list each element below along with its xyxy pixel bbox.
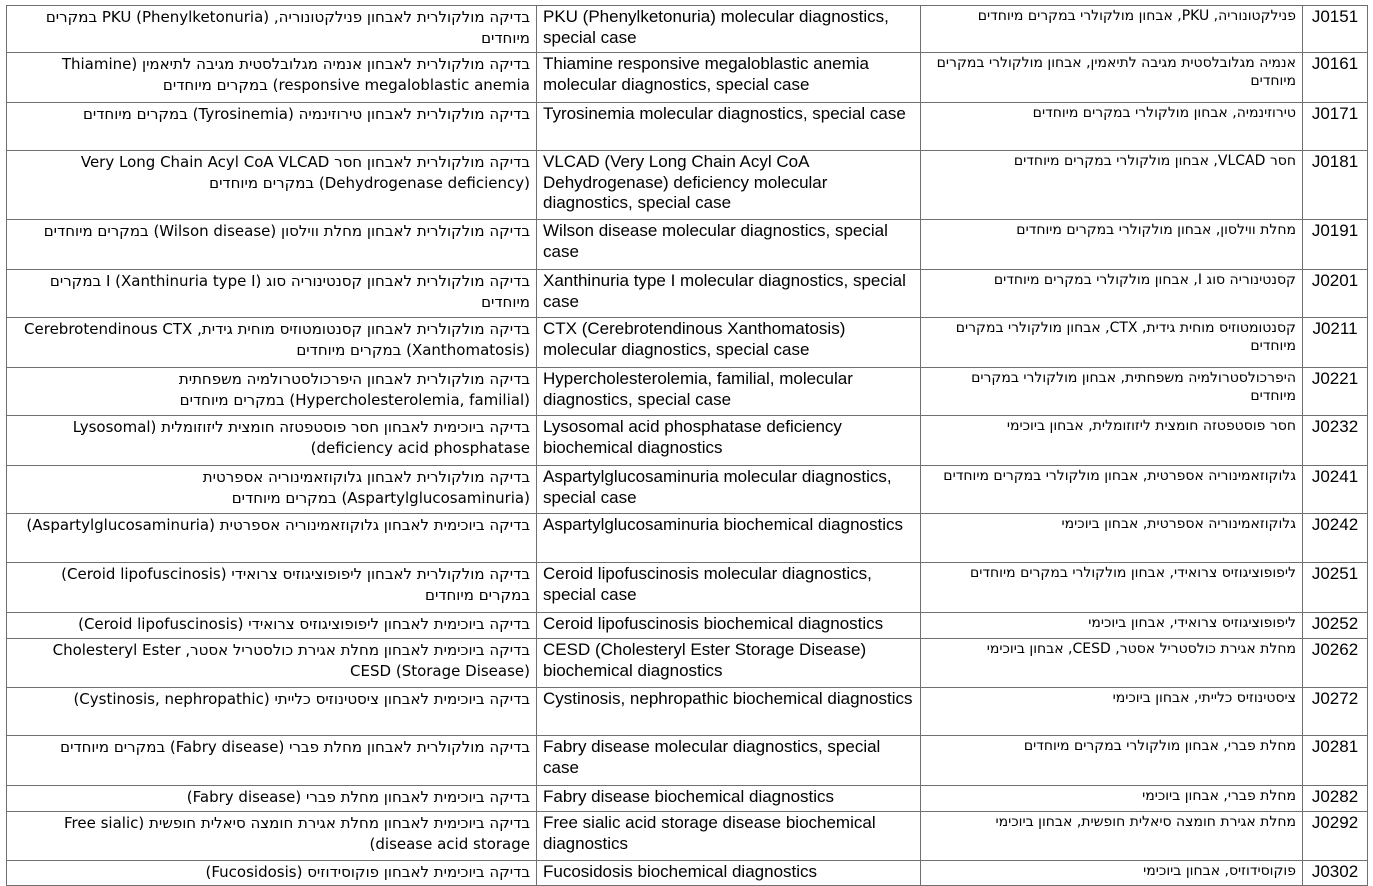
code-text: J0201	[1311, 271, 1359, 290]
english-description-cell	[537, 6, 921, 53]
hebrew-description-text: בדיקה מולקולרית לאבחון מחלת ווילסון (Wilson disease) במקרים מיוחדים	[43, 222, 530, 240]
code-text: J0171	[1311, 104, 1359, 123]
hebrew-description-text: בדיקה מולקולרית לאבחון טירוזינמיה (Tyrosinemia) במקרים מיוחדים	[82, 105, 530, 123]
table-row	[7, 220, 1368, 270]
table-row	[7, 812, 1368, 861]
table-row	[7, 514, 1368, 563]
hebrew-short-name-text: טירוזינמיה, אבחון מולקולרי במקרים מיוחדים	[1032, 105, 1296, 121]
hebrew-description-text: בדיקה מולקולרית לאבחון ליפופוציגוזיס צרואידי (Ceroid lipofuscinosis) במקרים מיוחדים	[61, 565, 530, 604]
hebrew-description-text: בדיקה ביוכימית לאבחון גלוקוזאמינוריה אספרטית (Aspartylglucosaminuria)	[26, 516, 530, 534]
hebrew-short-name-text: היפרכולסטרולמיה משפחתית, אבחון מולקולרי במקרים מיוחדים	[971, 370, 1296, 404]
code-text: J0211	[1312, 319, 1358, 338]
hebrew-short-name-text: ציסטינוזיס כלייתי, אבחון ביוכימי	[1112, 690, 1296, 706]
english-description-text: Fabry disease biochemical diagnostics	[543, 787, 835, 806]
hebrew-short-name-cell	[921, 103, 1303, 151]
code-text: J0191	[1311, 221, 1359, 240]
hebrew-description-cell	[7, 368, 537, 416]
english-description-text: Thiamine responsive megaloblastic anemia molecular diagnostics, special case	[543, 54, 869, 94]
code-text: J0272	[1311, 689, 1359, 708]
hebrew-description-cell	[7, 6, 537, 53]
hebrew-description-text: בדיקה ביוכימית לאבחון ציסטינוזיס כלייתי (Cystinosis, nephropathic)	[73, 690, 530, 708]
table-row	[7, 639, 1368, 688]
table-row	[7, 563, 1368, 613]
hebrew-description-text: בדיקה ביוכימית לאבחון מחלת אגירת כולסטריל אסטר, Cholesteryl Ester CESD (Storage Disease)	[52, 641, 530, 680]
code-cell	[1303, 368, 1368, 416]
english-description-text: Cystinosis, nephropathic biochemical diagnostics	[543, 689, 913, 708]
english-description-cell	[537, 466, 921, 514]
hebrew-short-name-cell	[921, 514, 1303, 563]
hebrew-short-name-text: מחלת פברי, אבחון מולקולרי במקרים מיוחדים	[1023, 738, 1296, 754]
english-description-text: Free sialic acid storage disease biochemical diagnostics	[543, 813, 876, 853]
english-description-cell	[537, 514, 921, 563]
english-description-cell	[537, 318, 921, 368]
hebrew-description-cell	[7, 639, 537, 688]
english-description-text: Lysosomal acid phosphatase deficiency biochemical diagnostics	[543, 417, 842, 457]
diagnostics-code-table	[6, 5, 1368, 886]
hebrew-short-name-cell	[921, 151, 1303, 220]
hebrew-description-cell	[7, 563, 537, 613]
hebrew-description-text: בדיקה ביוכימית לאבחון מחלת פברי (Fabry disease)	[186, 788, 530, 806]
hebrew-description-cell	[7, 613, 537, 639]
english-description-cell	[537, 151, 921, 220]
hebrew-short-name-cell	[921, 812, 1303, 861]
hebrew-description-text: בדיקה ביוכימית לאבחון פוקוסידוזיס (Fucosidosis)	[205, 863, 530, 881]
code-cell	[1303, 639, 1368, 688]
table-row	[7, 368, 1368, 416]
hebrew-description-text: בדיקה מולקולרית לאבחון אנמיה מגלובלסטית מגיבה לתיאמין (Thiamine responsive megaloblastic anemia) במקרים מיוחדים	[61, 55, 530, 94]
hebrew-short-name-cell	[921, 736, 1303, 786]
code-text: J0221	[1311, 369, 1359, 388]
hebrew-short-name-text: פנילקטונוריה, PKU, אבחון מולקולרי במקרים מיוחדים	[977, 8, 1296, 24]
hebrew-description-text: בדיקה מולקולרית לאבחון פנילקטונוריה, PKU (Phenylketonuria) במקרים מיוחדים	[45, 8, 530, 47]
hebrew-short-name-cell	[921, 688, 1303, 736]
code-cell	[1303, 6, 1368, 53]
hebrew-short-name-text: מחלת אגירת כולסטריל אסטר, CESD, אבחון ביוכימי	[986, 641, 1296, 657]
hebrew-description-cell	[7, 416, 537, 466]
hebrew-short-name-cell	[921, 786, 1303, 812]
english-description-cell	[537, 563, 921, 613]
hebrew-short-name-cell	[921, 563, 1303, 613]
hebrew-short-name-cell	[921, 53, 1303, 103]
hebrew-description-text: בדיקה מולקולרית לאבחון היפרכולסטרולמיה משפחתית (Hypercholesterolemia, familial) במקרים מיוחדים	[178, 370, 530, 409]
english-description-cell	[537, 416, 921, 466]
hebrew-description-text: בדיקה מולקולרית לאבחון גלוקוזאמינוריה אספרטית (Aspartylglucosaminuria) במקרים מיוחדים	[202, 468, 530, 507]
code-cell	[1303, 613, 1368, 639]
english-description-cell	[537, 368, 921, 416]
code-text: J0302	[1311, 862, 1359, 881]
hebrew-short-name-text: חסר VLCAD, אבחון מולקולרי במקרים מיוחדים	[1013, 153, 1296, 169]
table-row	[7, 318, 1368, 368]
table-body	[7, 6, 1368, 886]
hebrew-description-text: בדיקה מולקולרית לאבחון קסנטומטוזיס מוחית גידית, Cerebrotendinous CTX (Xanthomatosis) במקרים מיוחדים	[24, 320, 530, 359]
code-text: J0262	[1311, 640, 1359, 659]
code-cell	[1303, 812, 1368, 861]
english-description-cell	[537, 639, 921, 688]
code-text: J0242	[1311, 515, 1359, 534]
english-description-text: CESD (Cholesteryl Ester Storage Disease) biochemical diagnostics	[543, 640, 867, 680]
code-cell	[1303, 220, 1368, 270]
hebrew-short-name-text: ליפופוציגוזיס צרואידי, אבחון ביוכימי	[1088, 615, 1296, 631]
code-text: J0181	[1311, 152, 1359, 171]
hebrew-short-name-cell	[921, 270, 1303, 318]
hebrew-description-text: בדיקה מולקולרית לאבחון קסנטינוריה סוג I (Xanthinuria type I) במקרים מיוחדים	[49, 272, 530, 311]
code-text: J0161	[1311, 54, 1359, 73]
table-row	[7, 53, 1368, 103]
table-row	[7, 151, 1368, 220]
hebrew-short-name-cell	[921, 613, 1303, 639]
table-row	[7, 786, 1368, 812]
english-description-cell	[537, 688, 921, 736]
english-description-text: Fucosidosis biochemical diagnostics	[543, 862, 818, 881]
table-row	[7, 6, 1368, 53]
english-description-cell	[537, 736, 921, 786]
code-text: J0232	[1311, 417, 1359, 436]
hebrew-short-name-cell	[921, 466, 1303, 514]
english-description-text: Ceroid lipofuscinosis molecular diagnostics, special case	[543, 564, 872, 604]
hebrew-short-name-cell	[921, 220, 1303, 270]
hebrew-description-cell	[7, 736, 537, 786]
hebrew-description-cell	[7, 151, 537, 220]
hebrew-short-name-cell	[921, 416, 1303, 466]
hebrew-description-cell	[7, 270, 537, 318]
hebrew-description-text: בדיקה מולקולרית לאבחון מחלת פברי (Fabry disease) במקרים מיוחדים	[60, 738, 530, 756]
hebrew-short-name-cell	[921, 368, 1303, 416]
hebrew-short-name-text: גלוקוזאמינוריה אספרטית, אבחון ביוכימי	[1061, 516, 1296, 532]
hebrew-description-cell	[7, 688, 537, 736]
hebrew-description-text: בדיקה ביוכימית לאבחון מחלת אגירת חומצה סיאלית חופשית (Free sialic disease acid storage)	[64, 814, 530, 853]
english-description-text: CTX (Cerebrotendinous Xanthomatosis) molecular diagnostics, special case	[543, 319, 846, 359]
english-description-text: Aspartylglucosaminuria biochemical diagnostics	[543, 515, 904, 534]
code-text: J0292	[1311, 813, 1359, 832]
code-text: J0281	[1311, 737, 1359, 756]
code-cell	[1303, 466, 1368, 514]
hebrew-short-name-text: חסר פוסטפטזה חומצית ליזוזומלית, אבחון ביוכימי	[1006, 418, 1296, 434]
english-description-text: Aspartylglucosaminuria molecular diagnostics, special case	[543, 467, 892, 507]
code-text: J0241	[1311, 467, 1359, 486]
english-description-text: Tyrosinemia molecular diagnostics, special case	[543, 104, 906, 123]
english-description-cell	[537, 613, 921, 639]
hebrew-description-cell	[7, 466, 537, 514]
english-description-cell	[537, 270, 921, 318]
code-cell	[1303, 270, 1368, 318]
english-description-cell	[537, 812, 921, 861]
english-description-cell	[537, 220, 921, 270]
table-row	[7, 613, 1368, 639]
hebrew-description-cell	[7, 318, 537, 368]
code-cell	[1303, 318, 1368, 368]
hebrew-short-name-cell	[921, 318, 1303, 368]
hebrew-description-cell	[7, 103, 537, 151]
code-text: J0282	[1311, 787, 1359, 806]
english-description-cell	[537, 53, 921, 103]
english-description-text: Ceroid lipofuscinosis biochemical diagnostics	[543, 614, 884, 633]
code-cell	[1303, 786, 1368, 812]
hebrew-description-cell	[7, 53, 537, 103]
code-cell	[1303, 151, 1368, 220]
code-cell	[1303, 416, 1368, 466]
hebrew-description-cell	[7, 786, 537, 812]
hebrew-description-text: בדיקה ביוכימית לאבחון חסר פוסטפטזה חומצית ליזוזומלית (Lysosomal deficiency acid phosphatase)	[72, 418, 530, 457]
english-description-text: Xanthinuria type I molecular diagnostics, special case	[543, 271, 906, 311]
code-cell	[1303, 688, 1368, 736]
table-row	[7, 270, 1368, 318]
code-cell	[1303, 103, 1368, 151]
hebrew-short-name-cell	[921, 639, 1303, 688]
hebrew-short-name-text: גלוקוזאמינוריה אספרטית, אבחון מולקולרי במקרים מיוחדים	[943, 468, 1296, 484]
code-cell	[1303, 514, 1368, 563]
english-description-cell	[537, 786, 921, 812]
hebrew-description-cell	[7, 220, 537, 270]
hebrew-short-name-text: מחלת פברי, אבחון ביוכימי	[1142, 788, 1296, 804]
hebrew-description-text: בדיקה ביוכימית לאבחון ליפופוציגוזיס צרואידי (Ceroid lipofuscinosis)	[78, 615, 530, 633]
table-row	[7, 103, 1368, 151]
english-description-text: PKU (Phenylketonuria) molecular diagnostics, special case	[543, 7, 889, 47]
code-text: J0251	[1311, 564, 1359, 583]
hebrew-description-text: בדיקה מולקולרית לאבחון חסר Very Long Chain Acyl CoA VLCAD (Dehydrogenase deficiency) במקרים מיוחדים	[80, 153, 530, 192]
hebrew-short-name-text: מחלת ווילסון, אבחון מולקולרי במקרים מיוחדים	[1016, 222, 1296, 238]
hebrew-short-name-text: מחלת אגירת חומצה סיאלית חופשית, אבחון ביוכימי	[995, 814, 1296, 830]
english-description-text: Fabry disease molecular diagnostics, special case	[543, 737, 881, 777]
table-row	[7, 736, 1368, 786]
english-description-text: Hypercholesterolemia, familial, molecular diagnostics, special case	[543, 369, 853, 409]
hebrew-description-cell	[7, 514, 537, 563]
hebrew-short-name-text: קסנטינוריה סוג I, אבחון מולקולרי במקרים מיוחדים	[993, 272, 1296, 288]
code-cell	[1303, 736, 1368, 786]
table-row	[7, 466, 1368, 514]
english-description-text: VLCAD (Very Long Chain Acyl CoA Dehydrogenase) deficiency molecular diagnostics, special case	[543, 152, 828, 212]
hebrew-short-name-cell	[921, 6, 1303, 53]
hebrew-description-cell	[7, 812, 537, 861]
code-text: J0151	[1311, 7, 1359, 26]
hebrew-short-name-text: ליפופוציגוזיס צרואידי, אבחון מולקולרי במקרים מיוחדים	[969, 565, 1296, 581]
code-text: J0252	[1311, 614, 1359, 633]
code-cell	[1303, 53, 1368, 103]
english-description-text: Wilson disease molecular diagnostics, special case	[543, 221, 888, 261]
table-row	[7, 688, 1368, 736]
table-row	[7, 416, 1368, 466]
hebrew-short-name-text: קסנטומטוזיס מוחית גידית, CTX, אבחון מולקולרי במקרים מיוחדים	[955, 320, 1296, 354]
english-description-cell	[537, 103, 921, 151]
code-cell	[1303, 563, 1368, 613]
hebrew-short-name-text: פוקוסידוזיס, אבחון ביוכימי	[1143, 863, 1296, 879]
hebrew-short-name-text: אנמיה מגלובלסטית מגיבה לתיאמין, אבחון מולקולרי במקרים מיוחדים	[936, 55, 1296, 89]
